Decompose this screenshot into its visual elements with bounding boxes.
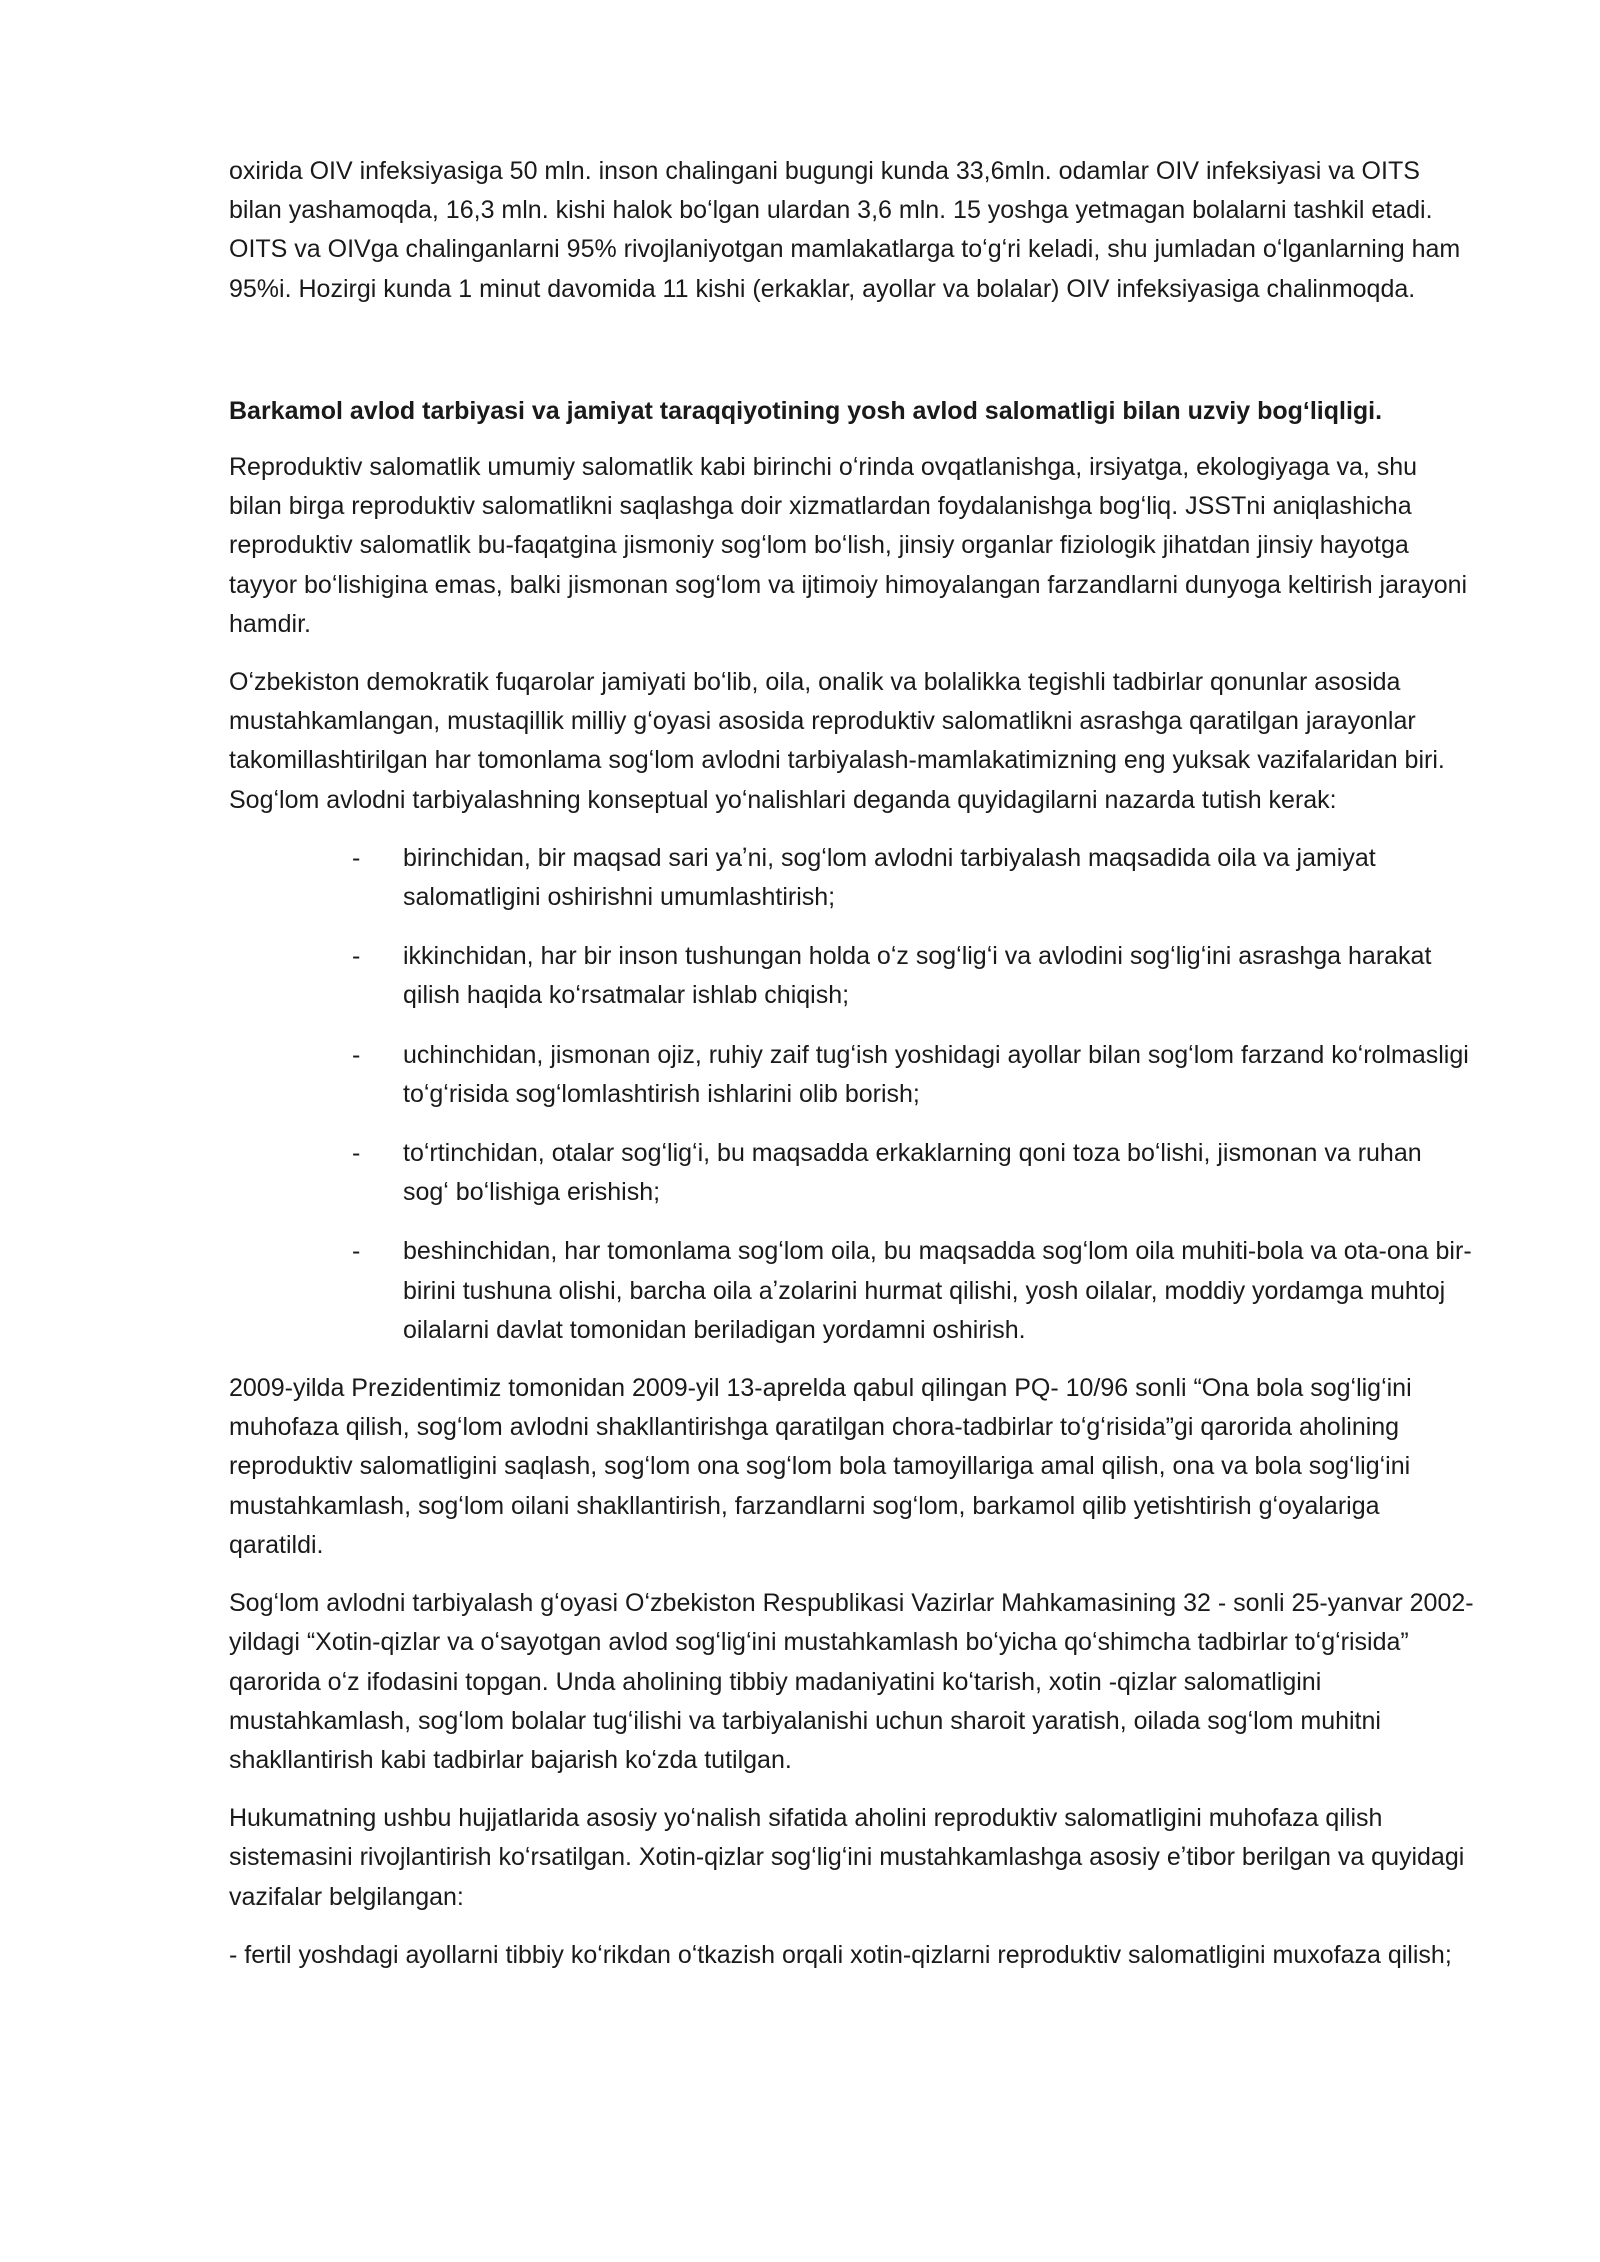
- list-item: [229, 839, 1474, 917]
- conceptual-directions-list: [229, 839, 1474, 1350]
- paragraph-presidential-decree: 2009-yilda Prezidentimiz tomonidan 2009-yil 13-aprelda qabul qilingan PQ- 10/96 sonli “Ona bola sogʻligʻini muhofaza qilish, sogʻlom avlodni shakllantirishga qaratilgan chora-tadbirlar toʻgʻrisida”gi qarorida aholining reproduktiv salomatligini saqlash, sogʻlom ona sogʻlom bola tamoyillariga amal qilish, ona va bola sogʻligʻini mustahkamlash, sogʻlom oilani shakllantirish, farzandlarni sogʻlom, barkamol qilib yetishtirish gʻoyalariga qaratildi.: [229, 1374, 1412, 1559]
- bullet-dash: -: [352, 1040, 361, 1069]
- bullet-dash: -: [352, 1237, 361, 1266]
- intro-paragraph: oxirida OIV infeksiyasiga 50 mln. inson chalingani bugungi kunda 33,6mln. odamlar OIV infeksiyasi va OITS bilan yashamoqda, 16,3 mln. kishi halok boʻlgan ulardan 3,6 mln. 15 yoshga yetmagan bolalarni tashkil etadi. OITS va OIVga chalinganlarni 95% rivojlaniyotgan mamlakatlarga toʻgʻri keladi, shu jumladan oʻlganlarning ham 95%i. Hozirgi kunda 1 minut davomida 11 kishi (erkaklar, ayollar va bolalar) OIV infeksiyasiga chalinmoqda.: [229, 157, 1461, 303]
- section-heading: Barkamol avlod tarbiyasi va jamiyat taraqqiyotining yosh avlod salomatligi bilan uzviy bogʻliqligi.: [229, 396, 1383, 425]
- list-item-text: toʻrtinchidan, otalar sogʻligʻi, bu maqsadda erkaklarning qoni toza boʻlishi, jismonan va ruhan sogʻ boʻlishiga erishish;: [403, 1139, 1422, 1207]
- list-item: [229, 1232, 1474, 1350]
- bullet-dash: -: [352, 1139, 361, 1168]
- list-item-text: uchinchidan, jismonan ojiz, ruhiy zaif tugʻish yoshidagi ayollar bilan sogʻlom farzand koʻrolmasligi toʻgʻrisida sogʻlomlashtirish ishlarini olib borish;: [403, 1040, 1469, 1108]
- list-item: [229, 1036, 1474, 1114]
- document-page: [229, 152, 1474, 1994]
- list-item-text: ikkinchidan, har bir inson tushungan holda oʻz sogʻligʻi va avlodini sogʻligʻini asrashga harakat qilish haqida koʻrsatmalar ishlab chiqish;: [403, 942, 1432, 1010]
- list-item-text: birinchidan, bir maqsad sari yaʼni, sogʻlom avlodni tarbiyalash maqsadida oila va jamiyat salomatligini oshirishni umumlashtirish;: [403, 843, 1376, 912]
- paragraph-task-item: - fertil yoshdagi ayollarni tibbiy koʻrikdan oʻtkazish orqali xotin-qizlarni reproduktiv salomatligini muxofaza qilish;: [229, 1940, 1452, 1969]
- list-item-text: beshinchidan, har tomonlama sogʻlom oila, bu maqsadda sogʻlom oila muhiti-bola va ota-ona bir-birini tushuna olishi, barcha oila aʼzolarini hurmat qilishi, yosh oilalar, moddiy yordamga muhtoj oilalarni davlat tomonidan beriladigan yordamni oshirish.: [403, 1237, 1472, 1344]
- bullet-dash: -: [352, 942, 361, 971]
- paragraph-uzbekistan-society: Oʻzbekiston demokratik fuqarolar jamiyati boʻlib, oila, onalik va bolalikka tegishli tadbirlar qonunlar asosida mustahkamlangan, mustaqillik milliy gʻoyasi asosida reproduktiv salomatlikni asrashga qaratilgan jarayonlar takomillashtirilgan har tomonlama sogʻlom avlodni tarbiyalash-mamlakatimizning eng yuksak vazifalaridan biri. Sogʻlom avlodni tarbiyalashning konseptual yoʻnalishlari deganda quyidagilarni nazarda tutish kerak:: [229, 668, 1445, 814]
- paragraph-cabinet-resolution: Sogʻlom avlodni tarbiyalash gʻoyasi Oʻzbekiston Respublikasi Vazirlar Mahkamasining 32 - sonli 25-yanvar 2002-yildagi “Xotin-qizlar va oʻsayotgan avlod sogʻligʻini mustahkamlash boʻyicha qoʻshimcha tadbirlar toʻgʻrisida” qarorida oʻz ifodasini topgan. Unda aholining tibbiy madaniyatini koʻtarish, xotin -qizlar salomatligini mustahkamlash, sogʻlom bolalar tugʻilishi va tarbiyalanishi uchun sharoit yaratish, oilada sogʻlom muhitni shakllantirish kabi tadbirlar bajarish koʻzda tutilgan.: [229, 1589, 1474, 1774]
- list-item: [229, 1134, 1474, 1212]
- list-item: [229, 937, 1474, 1015]
- paragraph-reproductive-health: Reproduktiv salomatlik umumiy salomatlik kabi birinchi oʻrinda ovqatlanishga, irsiyatga, ekologiyaga va, shu bilan birga reproduktiv salomatlikni saqlashga doir xizmatlardan foydalanishga bogʻliq. JSSTni aniqlashicha reproduktiv salomatlik bu-faqatgina jismoniy sogʻlom boʻlish, jinsiy organlar fiziologik jihatdan jinsiy hayotga tayyor boʻlishigina emas, balki jismonan sogʻlom va ijtimoiy himoyalangan farzandlarni dunyoga keltirish jarayoni hamdir.: [229, 453, 1468, 638]
- bullet-dash: -: [352, 843, 361, 872]
- paragraph-government-documents: Hukumatning ushbu hujjatlarida asosiy yoʻnalish sifatida aholini reproduktiv salomatligini muhofaza qilish sistemasini rivojlantirish koʻrsatilgan. Xotin-qizlar sogʻligʻini mustahkamlashga asosiy eʼtibor berilgan va quyidagi vazifalar belgilangan:: [229, 1804, 1465, 1911]
